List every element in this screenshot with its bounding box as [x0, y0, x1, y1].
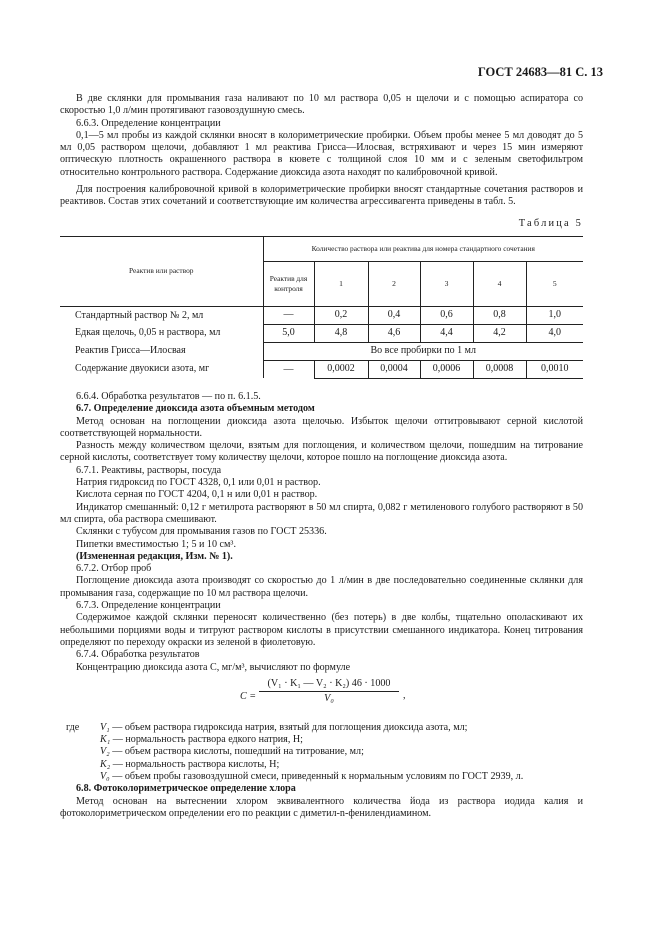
paragraph: Поглощение диоксида азота производят со скоростью до 1 л/мин в две последовательно соединенные склянки для промывания газа, содержащие по 10 мл раствора щелочи. [60, 575, 583, 599]
section-heading: 6.6.3. Определение концентрации [76, 117, 221, 129]
cell: 0,0002 [314, 360, 368, 378]
cell: 4,6 [368, 324, 420, 342]
paragraph: Метод основан на поглощении диоксида азота щелочью. Избыток щелочи оттитровывают серной кислотой соответствующей нормальности. [60, 415, 583, 439]
list-item: Пипетки вместимостью 1; 5 и 10 см³. [76, 538, 236, 550]
paragraph: Концентрацию диоксида азота C, мг/м³, вычисляют по формуле [76, 661, 351, 673]
table-header-control: Реактив для контроля [263, 261, 314, 306]
cell: 0,8 [473, 306, 526, 324]
section-heading: 6.7.4. Обработка результатов [76, 649, 200, 661]
page-header: ГОСТ 24683—81 С. 13 [477, 65, 603, 79]
table-header-num: 3 [420, 261, 473, 306]
cell: 0,2 [314, 306, 368, 324]
section-heading: 6.7.1. Реактивы, растворы, посуда [76, 464, 222, 476]
definition-text: — нормальность раствора едкого натрия, Н; [110, 734, 303, 746]
section-heading: 6.6.4. Обработка результатов — по п. 6.1.5. [76, 390, 261, 402]
formula-fraction [259, 678, 399, 706]
formula-denominator: V₀ [324, 693, 334, 705]
definition-text: — объем пробы газовоздушной смеси, приведенный к нормальным условиям по ГОСТ 2939, л. [109, 770, 524, 782]
list-item: Натрия гидроксид по ГОСТ 4328, 0,1 или 0,01 н раствор. [76, 477, 321, 489]
list-item: Склянки с тубусом для промывания газов по ГОСТ 25336. [76, 526, 327, 538]
cell: 0,0010 [526, 360, 583, 378]
where-label: где [66, 721, 80, 733]
cell: — [263, 306, 314, 324]
definition-symbol: K₁ [100, 734, 111, 746]
table-row [60, 324, 583, 342]
formula-lhs: C = [240, 690, 257, 702]
table-row [60, 306, 583, 324]
row-label: Реактив Грисса—Илосвая [75, 345, 186, 357]
cell: 0,0006 [420, 360, 473, 378]
definition-symbol: K₂ [100, 758, 111, 770]
cell: 5,0 [263, 324, 314, 342]
table-header-reagent: Реактив или раствор [60, 236, 263, 306]
table-caption: Таблица 5 [518, 217, 583, 229]
definition-symbol: V₁ [100, 721, 110, 733]
section-heading: 6.8. Фотоколориметрическое определение хлора [76, 783, 296, 795]
formula-definitions [60, 722, 583, 783]
cell: 4,8 [314, 324, 368, 342]
formula-numerator: (V₁ · K₁ — V₂ · K₂) 46 · 1000 [259, 678, 399, 692]
paragraph: Содержимое каждой склянки переносят количественно (без потерь) в две колбы, тщательно ополаскивают их небольшими порциями воды и титруют раствором кислоты в присутствии смешанного индикатора. Конец титрования определяют по переходу окраски из зеленой в фиолетовую. [60, 612, 583, 648]
section-heading: 6.7.3. Определение концентрации [76, 600, 221, 612]
table-header-group: Количество раствора или реактива для номера стандартного сочетания [263, 236, 583, 261]
table-5 [60, 236, 583, 379]
paragraph: Для построения калибровочной кривой в колориметрические пробирки вносят стандартные сочетания растворов и реактивов. Состав этих сочетаний и соответствующие им количества агрессивагента приведены в табл. 5. [60, 184, 583, 208]
table-header-num: 1 [314, 261, 368, 306]
definition-text: — объем раствора гидроксида натрия, взятый для поглощения диоксида азота, мл; [109, 721, 468, 733]
definition-symbol: V₂ [100, 746, 110, 758]
definition-item [60, 734, 583, 746]
definition-item [60, 722, 583, 734]
cell: 4,2 [473, 324, 526, 342]
table-row [60, 360, 583, 378]
definition-text: — нормальность раствора кислоты, Н; [110, 758, 280, 770]
cell: — [263, 360, 314, 378]
cell-merged: Во все пробирки по 1 мл [263, 342, 583, 360]
paragraph: Разность между количеством щелочи, взятым для поглощения, и количеством щелочи, пошедшим на титрование серной кислоты, соответствует тому количеству щелочи, которое пошло на поглощение диоксида азота. [60, 440, 583, 464]
paragraph: 0,1—5 мл пробы из каждой склянки вносят в колориметрические пробирки. Объем пробы менее 5 мл доводят до 5 мл 0,05 раствором щелочи, добавляют 1 мл реактива Грисса—Илосвая, встряхивают и через 15 мин измеряют оптическую плотность окрашенного раствора в кювете с толщиной слоя 10 мм и с зеленым светофильтром относительно контрольного раствора. Содержание диоксида азота находят по калибровочной кривой. [60, 129, 583, 178]
cell: 4,0 [526, 324, 583, 342]
table-row [60, 342, 583, 360]
table-header-num: 5 [526, 261, 583, 306]
amendment-note: (Измененная редакция, Изм. № 1). [76, 550, 233, 562]
section-heading: 6.7. Определение диоксида азота объемным методом [76, 403, 315, 415]
cell: 1,0 [526, 306, 583, 324]
document-body [60, 93, 583, 820]
row-label: Едкая щелочь, 0,05 н раствора, мл [75, 327, 221, 339]
cell: 0,4 [368, 306, 420, 324]
cell: 4,4 [420, 324, 473, 342]
row-label: Стандартный раствор № 2, мл [75, 309, 204, 321]
definition-item [60, 771, 583, 783]
definition-item [60, 759, 583, 771]
cell: 0,0004 [368, 360, 420, 378]
table-header-num: 4 [473, 261, 526, 306]
paragraph: Метод основан на вытеснении хлором эквивалентного количества йода из раствора иодида калия и фотоколориметрическом определении его по реакции с диметил-n-фенилендиамином. [60, 795, 583, 819]
row-label: Содержание двуокиси азота, мг [75, 363, 210, 375]
paragraph: В две склянки для промывания газа наливают по 10 мл раствора 0,05 н щелочи и с помощью аспиратора со скоростью 1,0 л/мин протягивают газовоздушную смесь. [60, 93, 583, 117]
section-heading: 6.7.2. Отбор проб [76, 563, 152, 575]
definition-symbol: V₀ [100, 770, 110, 782]
table-header-num: 2 [368, 261, 420, 306]
definition-item [60, 746, 583, 758]
definition-text: — объем раствора кислоты, пошедший на титрование, мл; [109, 746, 364, 758]
formula [60, 678, 583, 718]
formula-tail: , [403, 689, 406, 701]
list-item: Индикатор смешанный: 0,12 г метилрота растворяют в 50 мл спирта, 0,082 г метиленового голубого растворяют в 50 мл спирта, оба раствора смешивают. [60, 501, 583, 525]
cell: 0,6 [420, 306, 473, 324]
list-item: Кислота серная по ГОСТ 4204, 0,1 н или 0,01 н раствор. [76, 489, 318, 501]
cell: 0,0008 [473, 360, 526, 378]
